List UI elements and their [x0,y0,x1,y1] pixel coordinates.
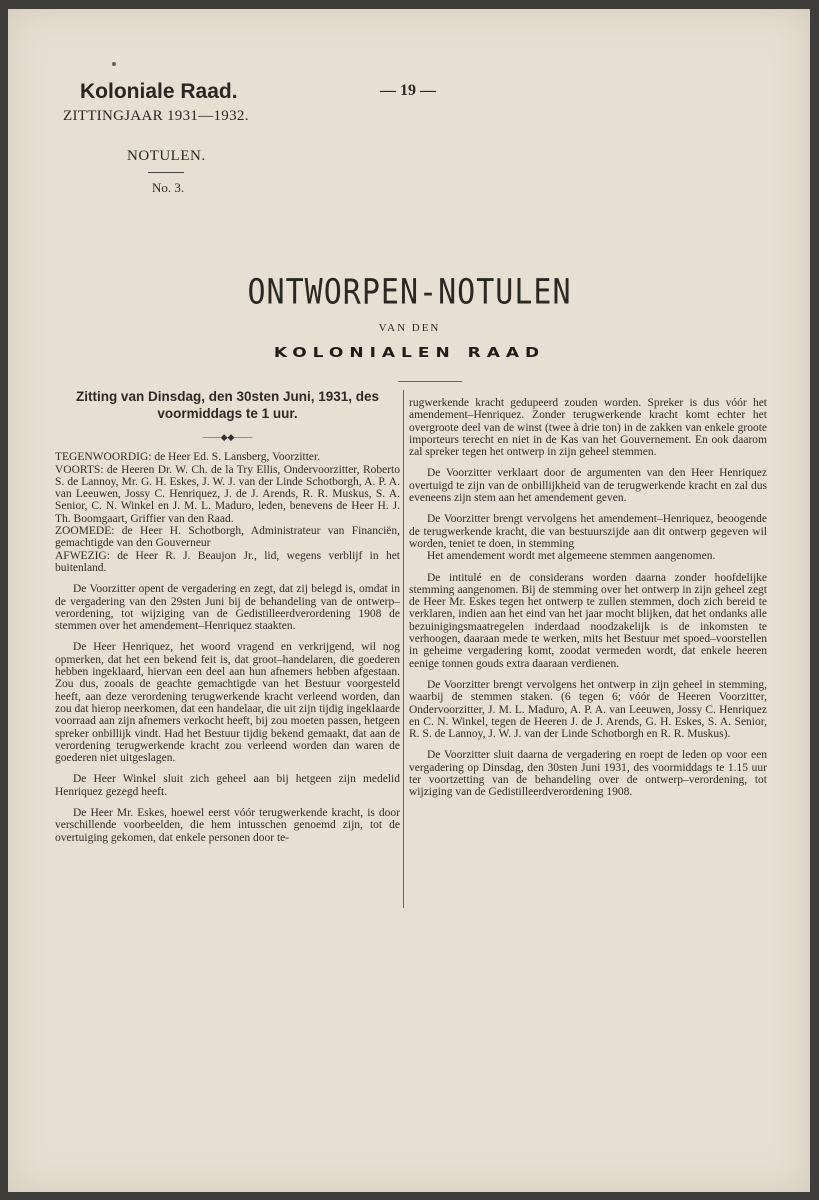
paragraph: De Heer Henriquez, het woord vragend en verkrijgend, wil nog opmerken, dat het een bekend feit is, dat groot–handelaren, die goederen hebben ingeklaard, hiervan een deel aan hun afnemers hebben afgestaan. Zou dus, zooals de geachte gemachtigde van het Bestuur voorgesteld heeft, aan deze verordening terugwerkende kracht verleend worden, dan zou dat hierop neerkomen, dat een handelaar, die uit zijn tijdig ingeklaarde voorraad aan zijn afnemers verkocht heeft, bij zou moeten passen, hetgeen spreker onbillijk vindt. Had het Bestuur tijdig bekend gemaakt, dat aan de verordening terugwerkende kracht zou verleend worden dan waren de goederen niet uitgeslagen. [55,641,400,765]
paragraph: rugwerkende kracht gedupeerd zouden worden. Spreker is dus vóór het amendement–Henriquez. Zonder terugwerkende kracht komt echter het overgroote deel van de winst (twee à drie ton) in de zakken van enkele groote importeurs terecht en niet in de Kas van het Gouvernement. En ook daarom zal spreker tegen het ontwerp in zijn geheel stemmen. [409,397,767,459]
paragraph: De Voorzitter brengt vervolgens het amendement–Henriquez, beoogende de terugwerkende kracht, die van bestuurszijde aan dit ontwerp gegeven wil worden, teniet te doen, in stemming [409,513,767,550]
paragraph: AFWEZIG: de Heer R. J. Beaujon Jr., lid, wegens verblijf in het buitenland. [55,549,400,574]
section-label: NOTULEN. [127,148,206,164]
paragraph: TEGENWOORDIG: de Heer Ed. S. Lansberg, Voorzitter. [55,451,321,464]
ornament: ——◆◆—— [202,432,253,442]
session-heading: Zitting van Dinsdag, den 30sten Juni, 1931, des voormiddags te 1 uur. [75,389,380,421]
session-year: ZITTINGJAAR 1931—1932. [63,108,249,124]
paragraph: De Heer Winkel sluit zich geheel aan bij hetgeen zijn medelid Henriquez gezegd heeft. [55,773,400,798]
issue-number: No. 3. [152,180,185,195]
paragraph: De Voorzitter sluit daarna de vergadering en roept de leden op voor een vergadering op Dinsdag, den 30sten Juni 1931, des voormiddags te 1.15 uur ter voortzetting van de behandeling over de ontwerp–verordening, tot wijziging van de Gedistilleerdverordening 1908. [409,749,767,799]
paragraph: ZOOMEDE: de Heer H. Schotborgh, Administrateur van Financiën, gemachtigde van den Gouverneur [55,525,400,550]
paragraph: De Voorzitter opent de vergadering en zegt, dat zij belegd is, omdat in de vergadering van den 29sten Juni bij de behandeling van de ontwerp–verordening, tot wijziging van de Gedistilleerdverordening 1908 de stemmen over het amendement–Henriquez staakten. [55,583,400,633]
header-divider [148,172,184,173]
paragraph: De Heer Mr. Eskes, hoewel eerst vóór terugwerkende kracht, is door verschillende voorbeelden, die hem intusschen genoemd zijn, tot de overtuiging gekomen, dat enkele personen door te- [55,807,400,844]
document-title: ONTWORPEN-NOTULEN [247,272,572,313]
page-number: — 19 — [380,82,436,99]
title-sub: VAN DEN [378,322,441,334]
paragraph: De Voorzitter verklaart door de argumenten van den Heer Henriquez overtuigd te zijn van de onbillijkheid van de terugwerkende kracht en zal dus eveneens zijn stem aan het amendement geven. [409,467,767,505]
paragraph: Het amendement wordt met algemeene stemmen aangenomen. [427,550,716,563]
column-top-rule [398,381,462,382]
right-column [409,397,767,808]
council-name: Koloniale Raad. [80,80,238,103]
ink-spot [112,62,116,66]
column-divider [403,390,404,908]
left-column [55,388,400,853]
paragraph: VOORTS: de Heeren Dr. W. Ch. de la Try Ellis, Ondervoorzitter, Roberto S. de Lannoy, Mr. G. H. Eskes, J. W. J. van der Linde Schotborgh, A. P. A. van Leeuwen, Jossy C. Henriquez, J. de J. Arends, R. R. Muskus, S. A. Senior, C. N. Winkel en J. M. L. Maduro, leden, benevens de Heer H. J. Th. Boomgaart, Griffier van den Raad. [55,463,400,525]
paragraph: De intitulé en de considerans worden daarna zonder hoofdelijke stemming aangenomen. Bij de stemming over het ontwerp in zijn geheel zegt de Heer Mr. Eskes tegen het ontwerp te zullen stemmen, doch zich bereid te verklaren, indien aan het eind van het jaar mocht blijken, dat het ondanks alle bezuinigingsmaatregelen inderdaad noodzakelijk is de inkomsten te verhoogen, daaraan mede te werken, mits het Bestuur met spoed–voorstellen in geheime vergadering komt, zoodat vermeden wordt, dat enkele heeren eenige tonnen gouds extra daaraan verdienen. [409,571,767,670]
council-banner: KOLONIALEN RAAD [273,345,546,361]
paragraph: De Voorzitter brengt vervolgens het ontwerp in zijn geheel in stemming, waarbij de stemmen staken. (6 tegen 6; vóór de Heeren Voorzitter, Ondervoorzitter, J. M. L. Maduro, A. P. A. van Leeuwen, Jossy C. Henriquez en C. N. Winkel, tegen de Heeren J. de J. Arends, G. H. Eskes, S. A. Senior, R. S. de Lannoy, J. W. J. van der Linde Schotborgh en R. R. Muskus). [409,678,767,741]
